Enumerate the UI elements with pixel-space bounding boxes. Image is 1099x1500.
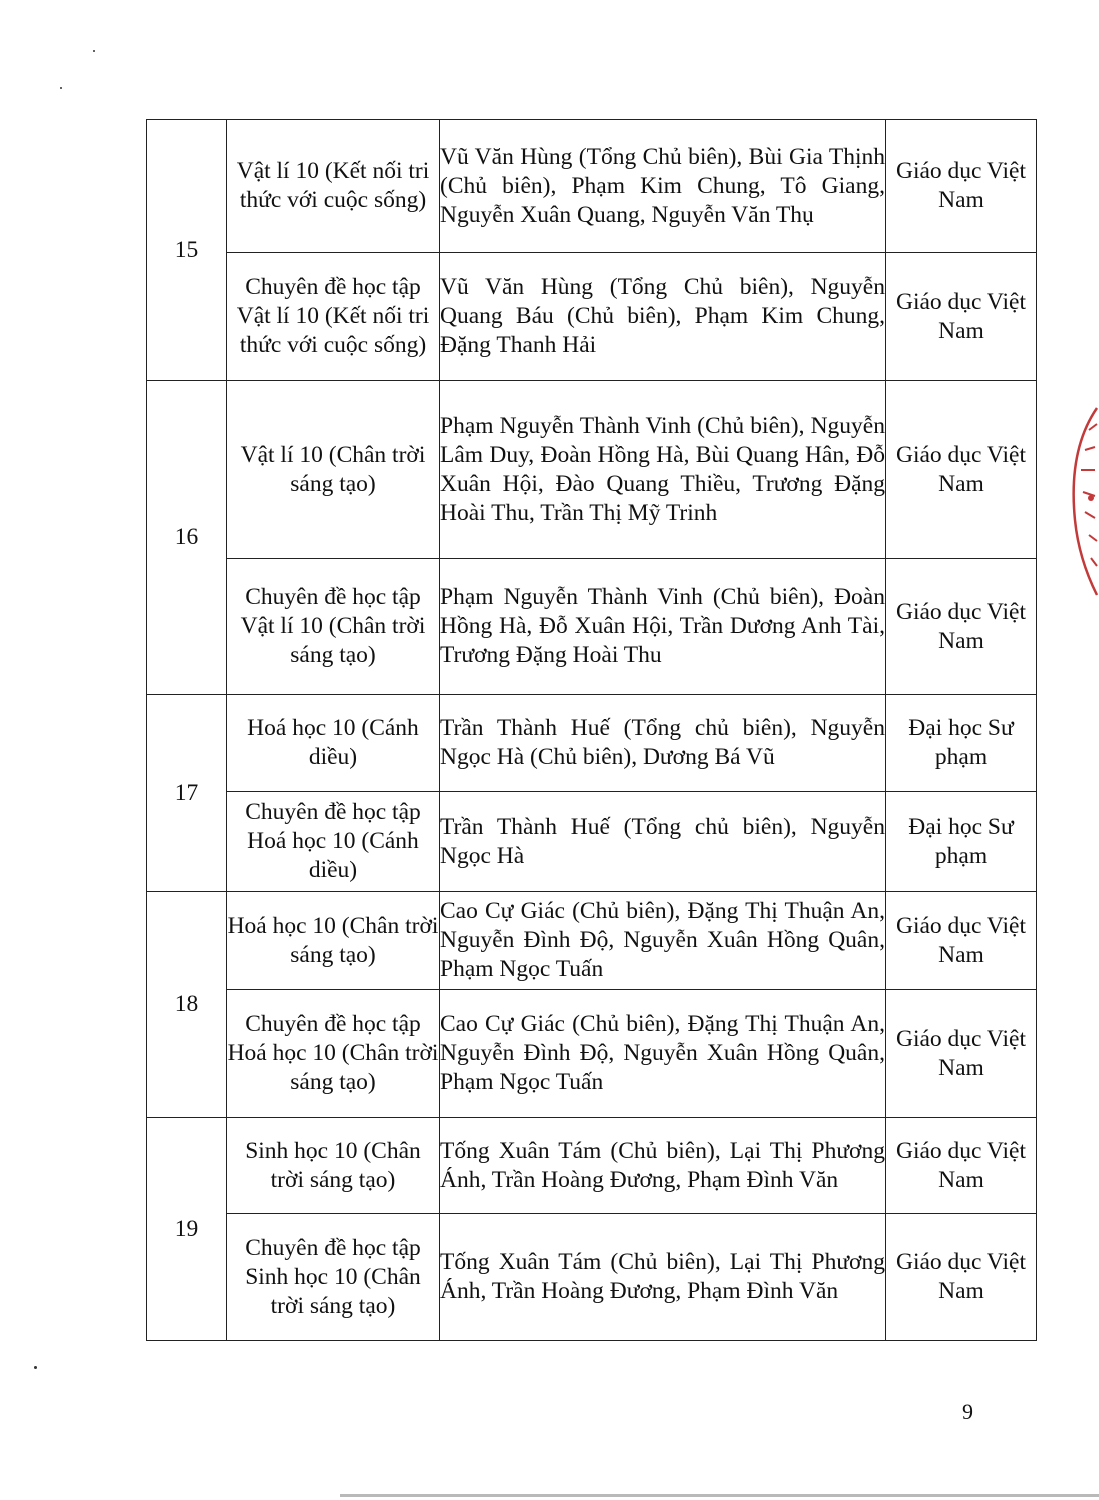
book-publisher: Đại học Sư phạm <box>886 695 1037 792</box>
book-publisher: Giáo dục Việt Nam <box>886 892 1037 990</box>
book-authors: Cao Cự Giác (Chủ biên), Đặng Thị Thuận An, Nguyễn Đình Độ, Nguyễn Xuân Hồng Quân, Phạm Ngọc Tuấn <box>440 990 886 1118</box>
book-authors: Phạm Nguyễn Thành Vinh (Chủ biên), Nguyễn Lâm Duy, Đoàn Hồng Hà, Bùi Quang Hân, Đỗ Xuân Hội, Đào Quang Thiều, Trương Đặng Hoài Thu, Trần Thị Mỹ Trinh <box>440 381 886 559</box>
table-row <box>147 120 1037 253</box>
book-authors: Phạm Nguyễn Thành Vinh (Chủ biên), Đoàn Hồng Hà, Đỗ Xuân Hội, Trần Dương Anh Tài, Trương Đặng Hoài Thu <box>440 559 886 695</box>
scan-speck <box>93 50 95 52</box>
book-publisher: Giáo dục Việt Nam <box>886 120 1037 253</box>
scan-speck <box>34 1366 37 1369</box>
book-publisher: Giáo dục Việt Nam <box>886 381 1037 559</box>
scan-speck <box>60 87 62 89</box>
textbook-table <box>146 119 1037 1341</box>
table-row <box>147 381 1037 559</box>
book-publisher: Đại học Sư phạm <box>886 792 1037 892</box>
book-title: Hoá học 10 (Cánh diều) <box>227 695 440 792</box>
table-row <box>147 990 1037 1118</box>
book-publisher: Giáo dục Việt Nam <box>886 559 1037 695</box>
book-title: Sinh học 10 (Chân trời sáng tạo) <box>227 1118 440 1214</box>
book-authors: Trần Thành Huế (Tổng chủ biên), Nguyễn Ngọc Hà (Chủ biên), Dương Bá Vũ <box>440 695 886 792</box>
book-title: Chuyên đề học tập Vật lí 10 (Kết nối tri thức với cuộc sống) <box>227 253 440 381</box>
book-publisher: Giáo dục Việt Nam <box>886 990 1037 1118</box>
table-row <box>147 253 1037 381</box>
book-authors: Tống Xuân Tám (Chủ biên), Lại Thị Phương Ánh, Trần Hoàng Đương, Phạm Đình Văn <box>440 1214 886 1341</box>
table-row <box>147 695 1037 792</box>
book-authors: Trần Thành Huế (Tổng chủ biên), Nguyễn Ngọc Hà <box>440 792 886 892</box>
table-row <box>147 559 1037 695</box>
book-title: Vật lí 10 (Chân trời sáng tạo) <box>227 381 440 559</box>
book-title: Vật lí 10 (Kết nối tri thức với cuộc sống) <box>227 120 440 253</box>
scan-bottom-edge <box>340 1494 1099 1497</box>
book-authors: Cao Cự Giác (Chủ biên), Đặng Thị Thuận An, Nguyễn Đình Độ, Nguyễn Xuân Hồng Quân, Phạm Ngọc Tuấn <box>440 892 886 990</box>
book-authors: Tống Xuân Tám (Chủ biên), Lại Thị Phương Ánh, Trần Hoàng Đương, Phạm Đình Văn <box>440 1118 886 1214</box>
book-title: Hoá học 10 (Chân trời sáng tạo) <box>227 892 440 990</box>
row-number: 15 <box>147 120 227 381</box>
book-title: Chuyên đề học tập Vật lí 10 (Chân trời sáng tạo) <box>227 559 440 695</box>
row-number: 17 <box>147 695 227 892</box>
book-publisher: Giáo dục Việt Nam <box>886 253 1037 381</box>
table-row <box>147 792 1037 892</box>
book-publisher: Giáo dục Việt Nam <box>886 1118 1037 1214</box>
row-number: 16 <box>147 381 227 695</box>
row-number: 18 <box>147 892 227 1118</box>
table-row <box>147 892 1037 990</box>
seal-fragment-icon <box>1069 400 1099 600</box>
page-number: 9 <box>962 1399 973 1424</box>
book-authors: Vũ Văn Hùng (Tổng Chủ biên), Bùi Gia Thịnh (Chủ biên), Phạm Kim Chung, Tô Giang, Nguyễn Xuân Quang, Nguyễn Văn Thụ <box>440 120 886 253</box>
table-row <box>147 1214 1037 1341</box>
book-title: Chuyên đề học tập Hoá học 10 (Cánh diều) <box>227 792 440 892</box>
book-authors: Vũ Văn Hùng (Tổng Chủ biên), Nguyễn Quang Báu (Chủ biên), Phạm Kim Chung, Đặng Thanh Hải <box>440 253 886 381</box>
book-title: Chuyên đề học tập Hoá học 10 (Chân trời sáng tạo) <box>227 990 440 1118</box>
row-number: 19 <box>147 1118 227 1341</box>
table-row <box>147 1118 1037 1214</box>
book-title: Chuyên đề học tập Sinh học 10 (Chân trời sáng tạo) <box>227 1214 440 1341</box>
book-publisher: Giáo dục Việt Nam <box>886 1214 1037 1341</box>
